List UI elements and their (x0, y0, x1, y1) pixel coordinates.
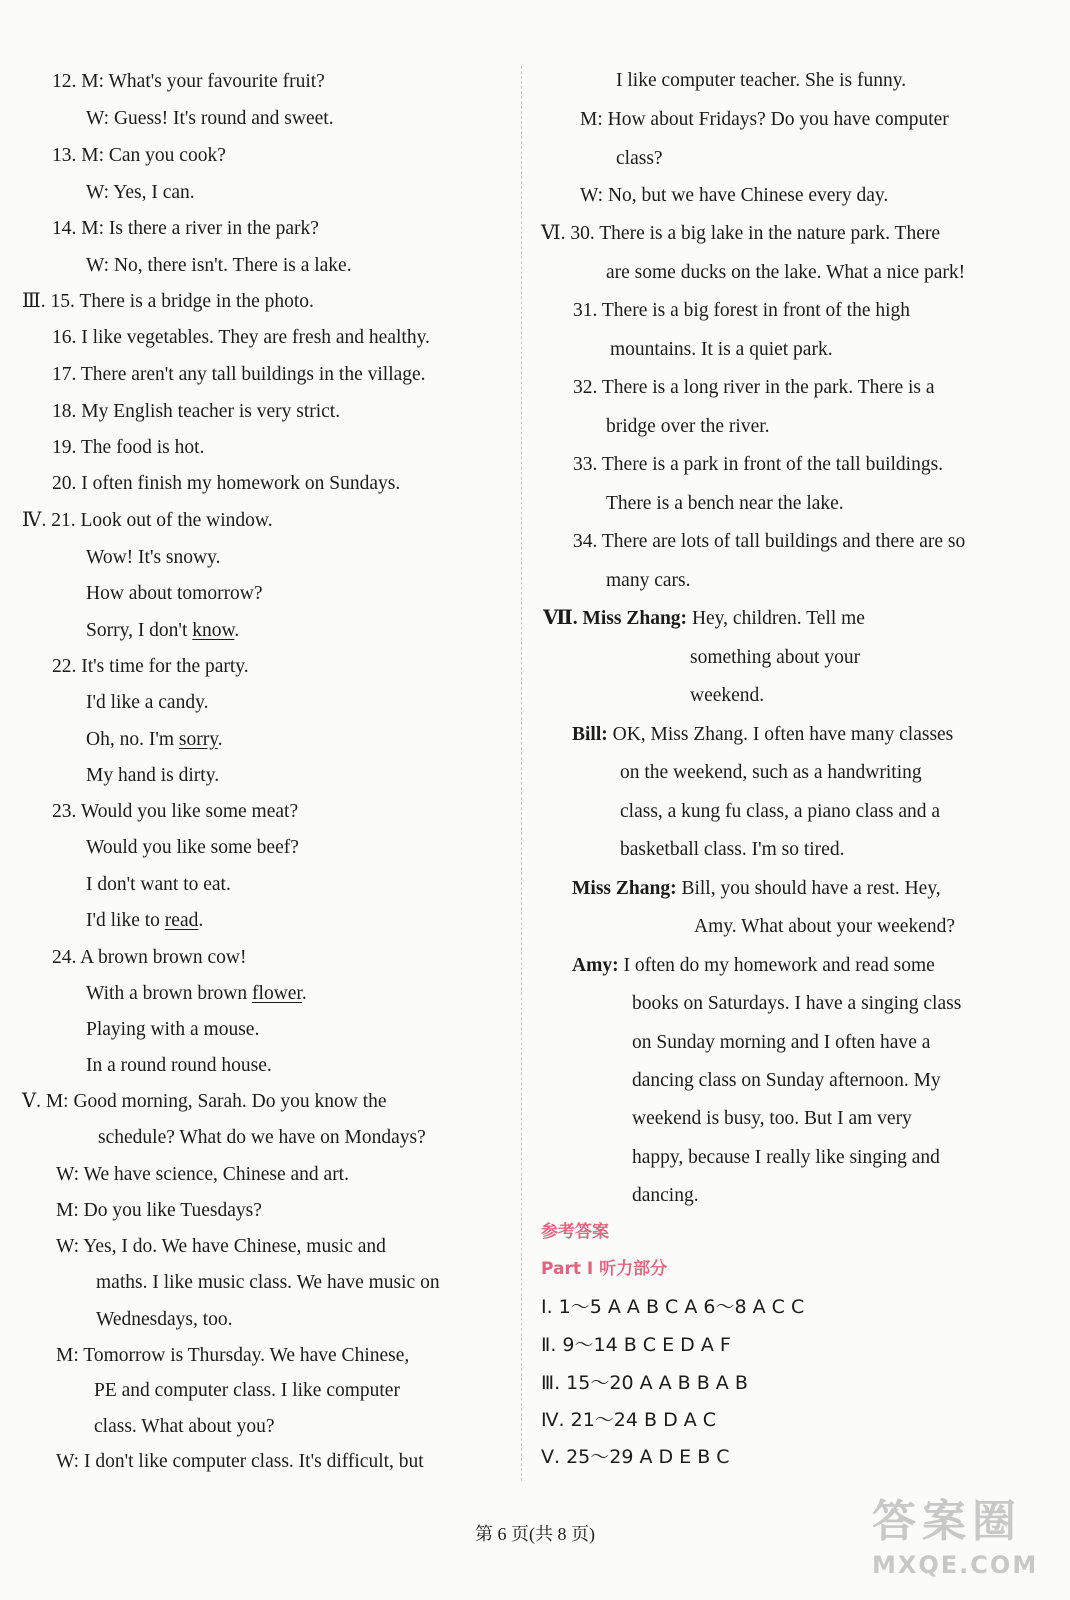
text-line: W: Guess! It's round and sweet. (86, 108, 334, 129)
text-line: mountains. It is a quiet park. (610, 339, 833, 360)
text-line: weekend is busy, too. But I am very (632, 1108, 912, 1129)
text-line: I like computer teacher. She is funny. (616, 70, 907, 91)
text-line: weekend. (690, 685, 765, 706)
text-line: I'd like a candy. (86, 692, 209, 713)
section-heading: Ⅲ. 15. There is a bridge in the photo. (22, 291, 314, 312)
text-line: 16. I like vegetables. They are fresh and healthy. (52, 327, 430, 348)
answer-line: Ⅰ. 1～5 A A B C A 6～8 A C C (541, 1296, 805, 1318)
text-line: I'd like to read. (86, 910, 204, 931)
text-line: Would you like some beef? (86, 837, 299, 858)
answer-line: Ⅳ. 21～24 B D A C (541, 1409, 717, 1431)
text-line: Bill: OK, Miss Zhang. I often have many classes (572, 724, 954, 745)
text-line: 12. M: What's your favourite fruit? (52, 71, 325, 92)
watermark-logo: 答案圈 MXQE.COM (872, 1496, 1039, 1579)
page-footer: 第 6 页(共 8 页) (475, 1524, 595, 1544)
text-line: With a brown brown flower. (86, 983, 307, 1004)
text-line: on the weekend, such as a handwriting (620, 762, 922, 783)
text-line: Miss Zhang: Bill, you should have a rest. Hey, (572, 878, 941, 899)
text-line: M: How about Fridays? Do you have computer (580, 109, 949, 130)
text-line: My hand is dirty. (86, 765, 220, 786)
text-line: W: Yes, I do. We have Chinese, music and (56, 1236, 386, 1257)
speaker-label: Miss Zhang: (572, 878, 677, 899)
text-line: How about tomorrow? (86, 583, 263, 604)
text-line: happy, because I really like singing and (632, 1147, 940, 1168)
text-line: are some ducks on the lake. What a nice park! (606, 262, 966, 283)
section-heading: Ⅳ. 21. Look out of the window. (22, 510, 273, 531)
text-line: dancing. (632, 1185, 699, 1206)
column-divider (521, 66, 522, 1481)
text-line: Playing with a mouse. (86, 1019, 260, 1040)
text-line: on Sunday morning and I often have a (632, 1032, 931, 1053)
text-line: M: Do you like Tuesdays? (56, 1200, 262, 1221)
underlined-word: flower (252, 983, 302, 1004)
text-line: Amy: I often do my homework and read some (572, 955, 935, 976)
text-line: many cars. (606, 570, 691, 591)
text-line: 13. M: Can you cook? (52, 145, 226, 166)
text-line: There is a bench near the lake. (606, 493, 844, 514)
text-line: class? (616, 148, 663, 169)
text-line: books on Saturdays. I have a singing class (632, 993, 962, 1014)
answers-heading: 参考答案 (541, 1222, 609, 1242)
text-line: schedule? What do we have on Mondays? (98, 1127, 426, 1148)
text-line: class, a kung fu class, a piano class and a (620, 801, 941, 822)
text-line: W: Yes, I can. (86, 182, 195, 203)
text-line: basketball class. I'm so tired. (620, 839, 845, 860)
text-line: 32. There is a long river in the park. There is a (573, 377, 935, 398)
text-line: maths. I like music class. We have music on (96, 1272, 440, 1293)
text-line: PE and computer class. I like computer (94, 1380, 400, 1401)
section-heading: Ⅶ. Miss Zhang: Hey, children. Tell me (543, 608, 865, 629)
text-line: Wow! It's snowy. (86, 547, 221, 568)
text-line: 19. The food is hot. (52, 437, 205, 458)
underlined-word: read (164, 910, 199, 931)
text-line: 33. There is a park in front of the tall buildings. (573, 454, 944, 475)
text-line: 23. Would you like some meat? (52, 801, 299, 822)
text-line: W: No, but we have Chinese every day. (580, 185, 889, 206)
speaker-label: Amy: (572, 955, 619, 976)
underlined-word: know (192, 620, 235, 641)
text-line: 14. M: Is there a river in the park? (52, 218, 319, 239)
section-heading: Ⅵ. 30. There is a big lake in the nature park. There (541, 223, 941, 244)
text-line: W: We have science, Chinese and art. (56, 1164, 349, 1185)
text-line: 22. It's time for the party. (52, 656, 249, 677)
text-line: Oh, no. I'm sorry. (86, 729, 223, 750)
text-line: 24. A brown brown cow! (52, 947, 247, 968)
speaker-label: Ⅶ. Miss Zhang: (543, 608, 688, 629)
text-line: something about your (690, 647, 861, 668)
speaker-label: Bill: (572, 724, 608, 745)
answer-line: Ⅲ. 15～20 A A B B A B (541, 1372, 748, 1394)
text-line: dancing class on Sunday afternoon. My (632, 1070, 941, 1091)
answer-line: Ⅴ. 25～29 A D E B C (541, 1446, 730, 1468)
answers-part-heading: Part Ⅰ 听力部分 (541, 1259, 668, 1279)
text-line: W: I don't like computer class. It's difficult, but (56, 1451, 424, 1472)
text-line: In a round round house. (86, 1055, 272, 1076)
text-line: I don't want to eat. (86, 874, 231, 895)
text-line: 31. There is a big forest in front of the high (573, 300, 911, 321)
text-line: bridge over the river. (606, 416, 770, 437)
text-line: 34. There are lots of tall buildings and there are so (573, 531, 966, 552)
text-line: Sorry, I don't know. (86, 620, 240, 641)
underlined-word: sorry (178, 729, 218, 750)
text-line: Wednesdays, too. (96, 1309, 233, 1330)
section-heading: Ⅴ. M: Good morning, Sarah. Do you know the (22, 1091, 387, 1112)
text-line: M: Tomorrow is Thursday. We have Chinese, (56, 1345, 410, 1366)
text-line: class. What about you? (94, 1416, 275, 1437)
text-line: 18. My English teacher is very strict. (52, 401, 341, 422)
text-line: 20. I often finish my homework on Sundays. (52, 473, 401, 494)
text-line: W: No, there isn't. There is a lake. (86, 255, 352, 276)
answer-line: Ⅱ. 9～14 B C E D A F (541, 1334, 731, 1356)
text-line: Amy. What about your weekend? (694, 916, 956, 937)
text-line: 17. There aren't any tall buildings in the village. (52, 364, 426, 385)
